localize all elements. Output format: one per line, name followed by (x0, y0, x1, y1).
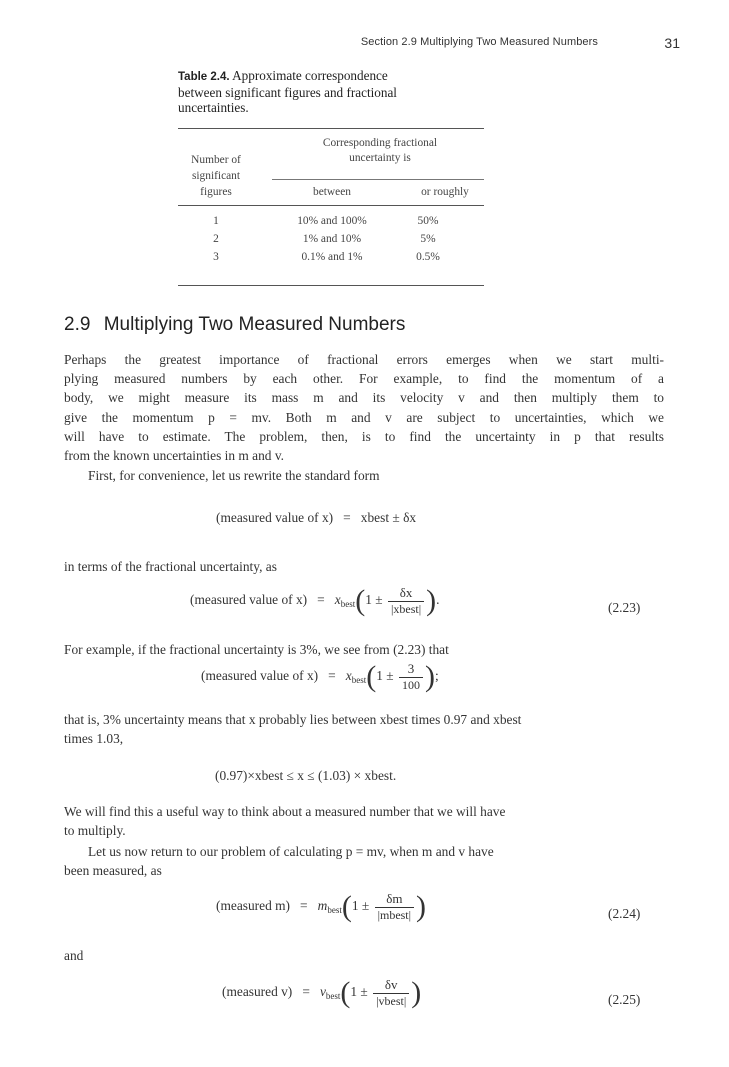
table-bottom-rule (178, 285, 484, 286)
table-cell-figures: 3 (213, 251, 219, 263)
eq-denominator: |xbest| (388, 601, 424, 617)
table-top-rule (178, 128, 484, 129)
eq-fraction (388, 585, 424, 617)
eq-rel: = (317, 592, 325, 608)
table-cell-figures: 2 (213, 233, 219, 245)
paragraph-line: give the momentum p = mv. Both m and v are subject to uncertainties, which we (64, 409, 664, 425)
table-col3-header: or roughly (421, 186, 469, 198)
eq-numerator: δv (384, 977, 398, 992)
page-number: 31 (664, 35, 680, 51)
equation-number: (2.25) (608, 992, 641, 1007)
paragraph-line: that is, 3% uncertainty means that x probably lies between xbest times 0.97 and xbest (64, 712, 522, 727)
paragraph-6 (64, 802, 664, 840)
table-col1-header-line-1: Number of (191, 154, 241, 166)
paragraph-line: to multiply. (64, 823, 126, 839)
equation-number: (2.24) (608, 906, 641, 921)
paragraph-and (64, 946, 664, 965)
paragraph-1 (64, 350, 664, 465)
eq-lhs: (measured value of x) (201, 668, 319, 684)
paragraph-line: will have to estimate. The problem, then, is to find the uncertainty in p that results (64, 428, 664, 444)
eq-rel: = (302, 984, 310, 1000)
table-cell-roughly: 50% (417, 215, 439, 227)
paragraph-line: and (64, 948, 84, 963)
equation-2-25: (measured v) = $v_{best}(1$ ± $\frac{\delta v}{\text{|vbest|}}$ ) (222, 976, 422, 1009)
equation-standard-form (216, 510, 416, 526)
paragraph-4 (64, 640, 664, 659)
table-cell-roughly: 0.5% (416, 251, 440, 263)
running-head-section: Section 2.9 Multiplying Two Measured Numbers (360, 36, 598, 48)
table-caption-line-3: uncertainties. (178, 100, 249, 115)
eq-numerator: 3 (407, 661, 415, 676)
eq-rel: = (300, 898, 308, 914)
table-span-header-line-1: Corresponding fractional (322, 137, 438, 149)
table-span-header-line-2: uncertainty is (349, 152, 411, 164)
eq-fraction (373, 977, 409, 1009)
paragraph-2 (64, 466, 664, 485)
paragraph-line: We will find this a useful way to think about a measured number that we will have (64, 804, 506, 819)
table-col2-header: between (313, 186, 351, 198)
equation-example: (measured value of x) = $x_{best}(1$ ± $\frac{3}{100}$ ); (201, 660, 439, 693)
eq-lhs: (measured value of x) (216, 510, 334, 525)
table-cell-roughly: 5% (420, 233, 436, 245)
paragraph-line: from the known uncertainties in m and v. (64, 447, 285, 463)
section-heading (64, 314, 405, 336)
eq-numerator: δx (399, 585, 413, 600)
paragraph-line: in terms of the fractional uncertainty, as (64, 559, 277, 574)
equation-2-23: (measured value of x) = $x_{best}(1$ ± $\frac{\delta x}{\text{|xbest|}}$ ). (190, 584, 440, 617)
eq-fraction (375, 891, 414, 923)
eq-rel: = (328, 668, 336, 684)
eq-fraction (399, 661, 423, 693)
table-col1-header-line-2: significant (191, 170, 241, 182)
eq-lhs: (measured value of x) (190, 592, 308, 608)
paragraph-line: plying measured numbers by each other. For example, to find the momentum of a (64, 371, 664, 387)
table-label: Table 2.4. (178, 71, 230, 83)
equation-number: (2.23) (608, 600, 641, 615)
paragraph-line: First, for convenience, let us rewrite the standard form (88, 468, 380, 483)
table-span-rule (272, 179, 484, 180)
paragraph-3 (64, 557, 664, 576)
paragraph-line: been measured, as (64, 863, 162, 879)
paragraph-line: body, we might measure its mass m and its velocity v and then multiply them to (64, 390, 664, 406)
equation-2-24: (measured m) = $m_{best}(1$ ± $\frac{\delta m}{\text{|mbest|}}$ ) (216, 890, 427, 923)
table-cell-between: 0.1% and 1% (301, 251, 363, 263)
section-number: 2.9 (64, 314, 91, 335)
paragraph-5 (64, 710, 664, 748)
eq-lhs: (measured v) (222, 984, 293, 1000)
table-cell-between: 1% and 10% (302, 233, 362, 245)
eq-rel: = (343, 510, 351, 525)
eq-rhs: xbest ± δx (360, 510, 417, 525)
table-caption-line-2: between significant figures and fractional (178, 85, 397, 100)
eq-numerator: δm (386, 891, 403, 906)
paragraph-line: Let us now return to our problem of calculating p = mv, when m and v have (88, 844, 494, 859)
eq-lhs: (measured m) (216, 898, 290, 914)
equation-range: (0.97)×xbest ≤ x ≤ (1.03) × xbest. (215, 768, 397, 783)
table-caption-line-1: Approximate correspondence (232, 68, 388, 83)
table-cell-between: 10% and 100% (297, 215, 367, 227)
eq-denominator: 100 (399, 677, 423, 693)
table-col1-header-line-3: figures (200, 186, 232, 198)
paragraph-line: Perhaps the greatest importance of fractional errors emerges when we start multi- (64, 352, 664, 367)
running-head (0, 36, 729, 56)
paragraph-7 (64, 842, 664, 880)
table-header-rule (178, 205, 484, 206)
paragraph-line: times 1.03, (64, 731, 124, 747)
paragraph-line: For example, if the fractional uncertainty is 3%, we see from (2.23) that (64, 642, 449, 657)
eq-denominator: |vbest| (373, 993, 409, 1009)
eq-denominator: |mbest| (375, 907, 414, 923)
table-caption (178, 68, 468, 115)
table-cell-figures: 1 (213, 215, 219, 227)
section-title: Multiplying Two Measured Numbers (103, 314, 406, 335)
